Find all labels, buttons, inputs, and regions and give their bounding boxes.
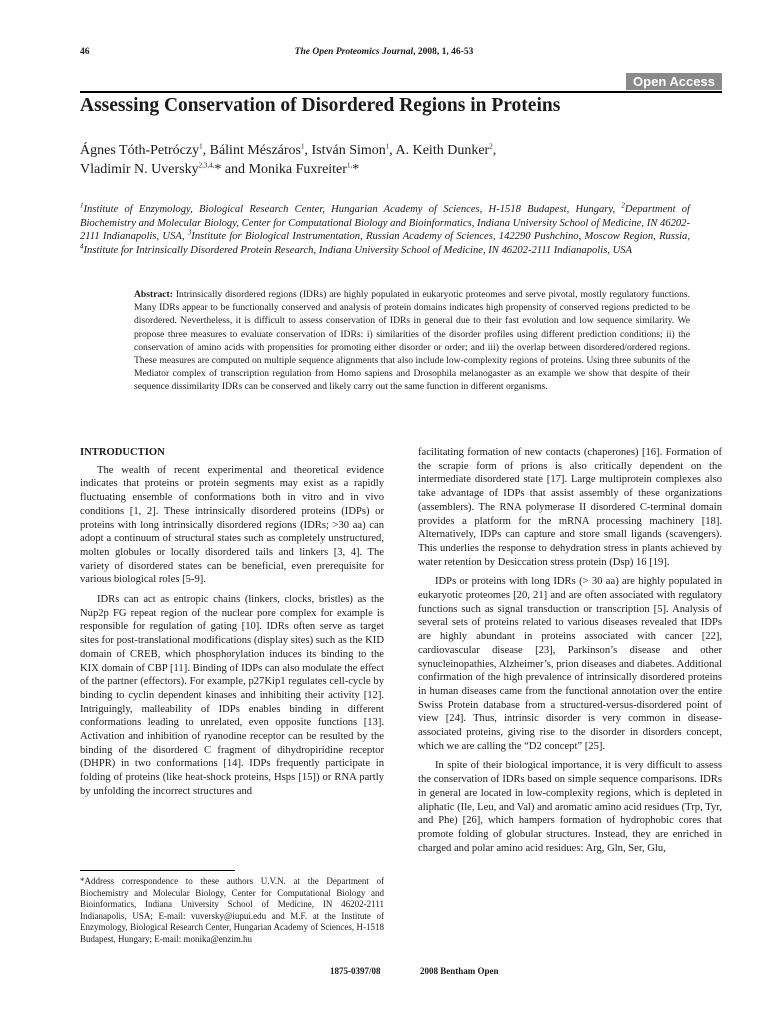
affiliation-marker: 2,3,4,	[198, 161, 215, 170]
affiliation-number: 3	[187, 228, 192, 237]
author-separator: *	[352, 162, 360, 177]
author-separator: ,	[492, 143, 497, 158]
affiliation-number: 1	[80, 201, 84, 210]
author-name: Ágnes Tóth-Petróczy	[80, 143, 200, 158]
affiliation-marker: 1	[385, 142, 390, 151]
copyright: 2008 Bentham Open	[420, 966, 499, 976]
left-column	[80, 446, 384, 805]
open-access-badge: Open Access	[626, 73, 722, 90]
abstract-text: Intrinsically disordered regions (IDRs) are highly populated in eukaryotic proteomes and serve pivotal, mostly regulatory functions. Many IDRs appear to be functionally conserved and analysis of protein domains indicates high propensity of conserved regions predicted to be disordered. Nevertheless, it is difficult to assess conservation of IDRs in general due to their fast evolution and low sequence similarity. We propose three measures to evaluate conservation of IDRs: i) similarities of the disorder profiles using different prediction conditions; ii) the conservation of amino acids with propensities for promoting either disorder or order; and iii) the overlap between disordered/ordered regions. These measures are computed on multiple sequence alignments that also include low-complexity regions of proteins. Using three subunits of the Mediator complex of transcription regulation from Homo sapiens and Drosophila melanogaster as an example we show that despite of their sequence dissimilarity IDRs can be conserved and likely carry out the same function in different organisms.	[134, 289, 690, 393]
affiliation-marker: 1	[199, 142, 203, 151]
body-paragraph: IDPs or proteins with long IDRs (> 30 aa) are highly populated in eukaryotic proteomes [20, 21] and are often associated with regulatory functions such as signal transduction or transcription [5]. Analysis of several sets of proteins related to various diseases revealed that IDPs are highly abundant in proteins associated with cancer [22], cardiovascular disease [23], Parkinson’s disease and other synucleinopathies, Alzheimer’s, prion diseases and diabetes. Additional confirmation of the high prevalence of intrinsically disordered proteins in human diseases came from the functional annotation over the entire Swiss Protein database from a structured-versus-disordered point of view [24]. Thus, intrinsic disorder is very common in disease-associated proteins, giving rise to the disorder in disorders concept, which we are calling the “D2 concept” [25].	[418, 576, 722, 752]
body-paragraph: facilitating formation of new contacts (chaperones) [16]. Formation of the scrapie form of prions is also critically dependent on the intermediate disordered state [17]. Large multiprotein complexes also take advantage of IDPs that assist assembly of these organizations (assemblers). The RNA polymerase II disordered C-terminal domain provides a platform for the mRNA processing machinery [18]. Alternatively, IDPs can capture and store small ligands (scavengers). This underlies the response to dehydration stress in plants achieved by water retention by Desiccation stress protein (Dsp) 16 [19].	[418, 447, 722, 568]
right-column	[418, 446, 722, 861]
author-name: Bálint Mészáros	[209, 143, 301, 158]
journal-details: , 2008, 1, 46-53	[413, 47, 474, 57]
footnote-rule	[80, 870, 235, 871]
affiliations	[80, 203, 690, 257]
affiliation-number: 4	[80, 242, 84, 251]
affiliation-text: Department of Biochemistry and Molecular Biology, Center for Computational Biology and Bioinformatics, Indiana University School of Medicine, IN 46202-2111 Indianapolis, USA,	[80, 204, 690, 243]
issn: 1875-0397/08	[330, 966, 381, 976]
author-list	[80, 141, 722, 179]
abstract	[134, 288, 690, 394]
page-number: 46	[80, 47, 90, 57]
journal-citation	[0, 47, 768, 57]
affiliation-marker: 1,	[346, 161, 353, 170]
affiliation-number: 2	[621, 201, 625, 210]
author-name: Vladimir N. Uversky	[80, 162, 199, 177]
author-separator: ,	[202, 143, 210, 158]
affiliation-text: Institute for Intrinsically Disordered Protein Research, Indiana University School of Medicine, IN 46202-2111 Indianapolis, USA	[83, 244, 633, 256]
abstract-label: Abstract:	[134, 289, 173, 300]
body-paragraph: IDRs can act as entropic chains (linkers, clocks, bristles) as the Nup2p FG repeat region of the nuclear pore complex for example is responsible for regulation of gating [10]. IDRs often serve as target sites for post-translational modifications (display sites) such as the KID domain of CREB, which phosphorylation induces its binding to the KIX domain of CBP [11]. Binding of IDPs can also modulate the effect of the partner (effectors). For example, p27Kip1 regulates cell-cycle by binding to cyclin dependent kinases and inhibiting their activity [12]. Intriguingly, malleability of IDPs enables binding in different conformations leading to unrelated, even opposite functions [13]. Activation and inhibition of ryanodine receptor can be resulted by the binding of the disordered C fragment of dihydropiridine receptor (DHPR) in two conformations [14]. IDPs frequently participate in folding of proteins (like heat-shock proteins, Hsps [15]) or RNA partly by unfolding the incorrect structures and	[80, 594, 384, 797]
body-paragraph: In spite of their biological importance, it is very difficult to assess the conservation of IDRs based on simple sequence comparisons. IDRs in general are located in low-complexity regions, which is depleted in aliphatic (Ile, Leu, and Val) and aromatic amino acid residues (Trp, Tyr, and Phe) [26], which hampers formation of hydrophobic cores that promote folding of globular structures. Instead, they are enriched in charged and polar amino acid residues: Arg, Gln, Ser, Glu,	[418, 760, 722, 854]
section-heading-introduction: INTRODUCTION	[80, 447, 165, 458]
journal-name: The Open Proteomics Journal	[294, 47, 414, 57]
article-title: Assessing Conservation of Disordered Regions in Proteins	[80, 95, 561, 116]
author-separator: ,	[389, 143, 396, 158]
header-rule	[80, 91, 722, 93]
author-name: István Simon	[311, 143, 386, 158]
author-separator: * and	[214, 162, 249, 177]
affiliation-text: Institute of Enzymology, Biological Research Center, Hungarian Academy of Sciences, H-1518 Budapest, Hungary,	[83, 204, 622, 215]
author-name: Monika Fuxreiter	[248, 162, 347, 177]
body-paragraph: The wealth of recent experimental and theoretical evidence indicates that proteins or protein segments may exist as a rapidly fluctuating ensemble of conformations both in vitro and in vivo conditions [1, 2]. These intrinsically disordered proteins (IDPs) or proteins with long intrinsically disordered regions (IDRs; >30 aa) can adopt a continuum of structural states such as completely unstructured, molten globules or locally disordered tails and linkers [3, 4]. The variety of disordered states can be beneficial, even prerequisite for various biological roles [5-9].	[80, 464, 384, 586]
affiliation-marker: 2	[489, 142, 493, 151]
affiliation-text: Institute for Biological Instrumentation, Russian Academy of Sciences, 142290 Pushchino, Moscow Region, Russia,	[191, 231, 690, 243]
author-separator: ,	[304, 143, 312, 158]
affiliation-marker: 1	[300, 142, 305, 151]
author-line-2	[80, 160, 722, 179]
author-line-1	[80, 141, 722, 160]
correspondence-footnote: *Address correspondence to these authors U.V.N. at the Department of Biochemistry and Molecular Biology, Center for Computational Biology and Bioinformatics, Indiana University School of Medicine, IN 46202-2111 Indianapolis, USA; E-mail: vuversky@iupui.edu and M.F. at the Institute of Enzymology, Biological Research Center, Hungarian Academy of Sciences, H-1518 Budapest, Hungary; E-mail: monika@enzim.hu	[80, 876, 384, 944]
author-name: A. Keith Dunker	[395, 143, 490, 158]
